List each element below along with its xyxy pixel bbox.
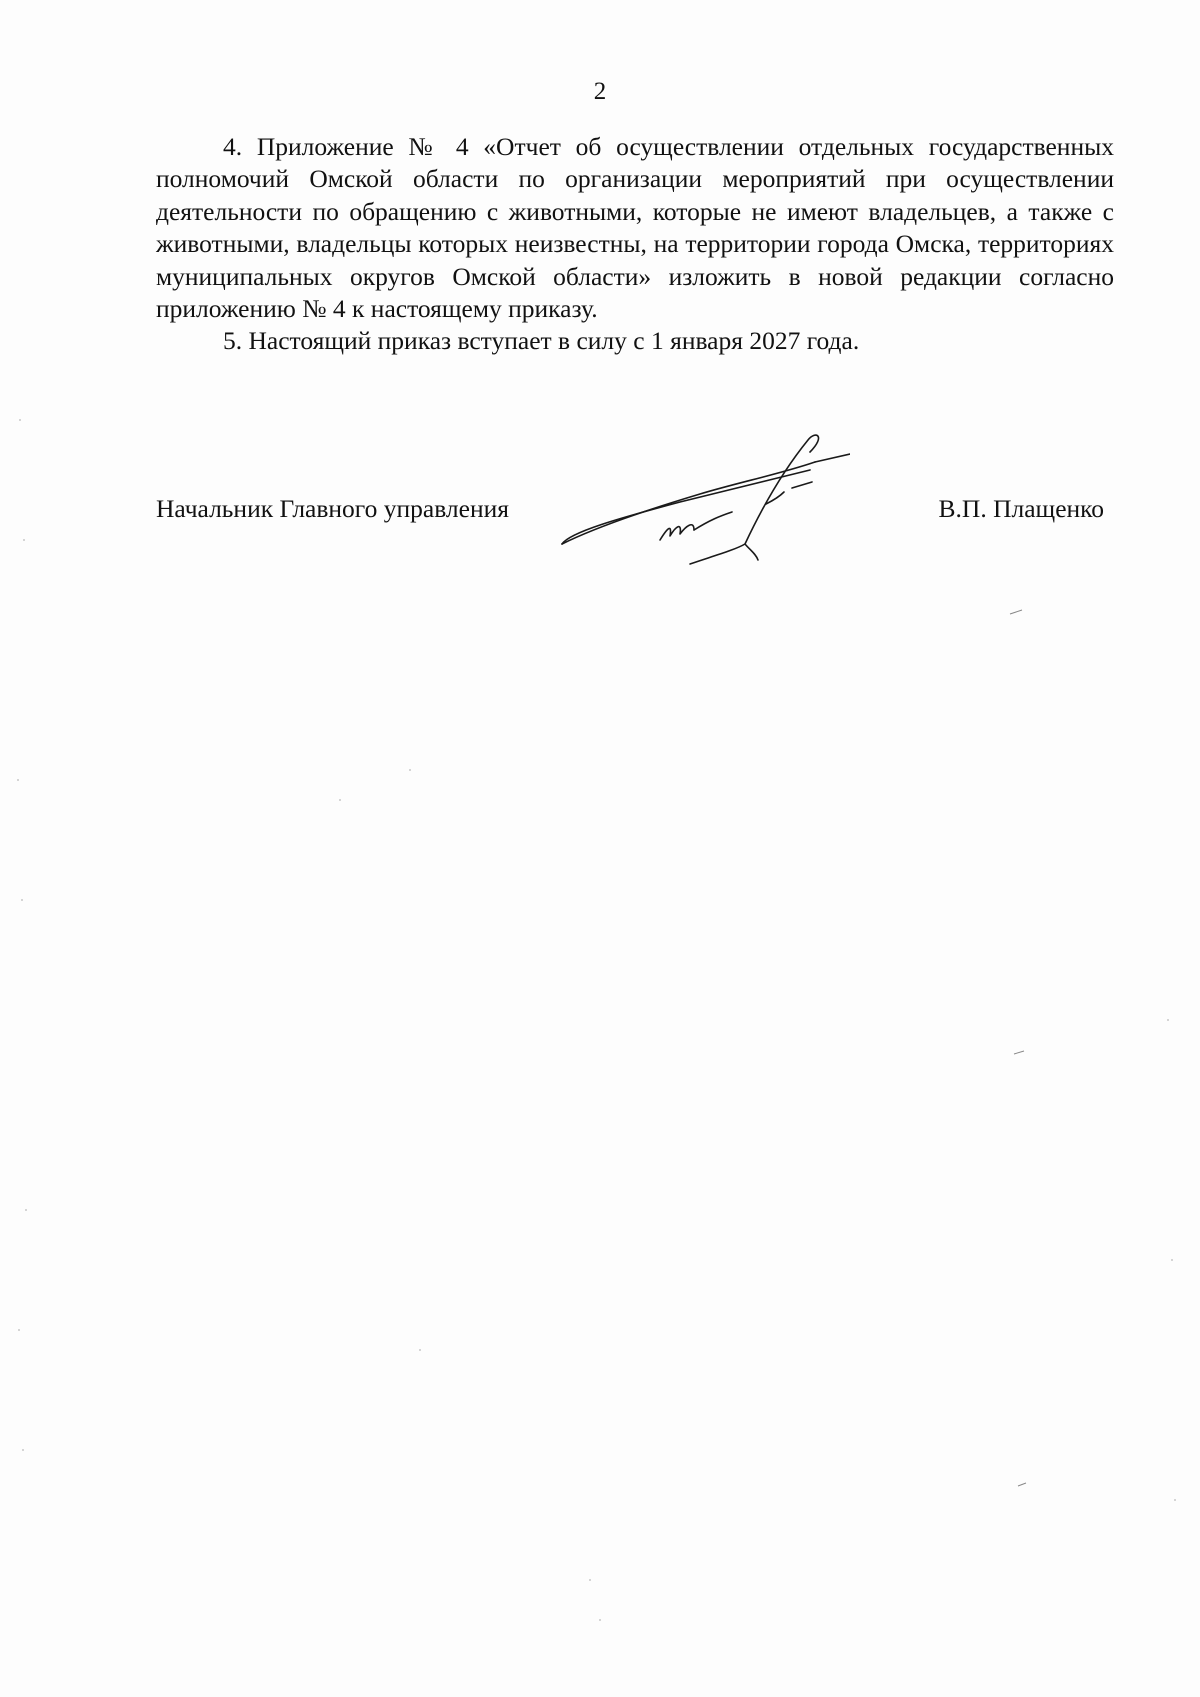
page-number: 2 (593, 78, 607, 105)
signer-name: В.П. Плащенко (938, 494, 1104, 523)
signer-position: Начальник Главного управления (156, 494, 509, 523)
document-body (156, 131, 1114, 358)
paragraph-item-5: 5. Настоящий приказ вступает в силу с 1 января 2027 года. (223, 326, 860, 356)
paragraph-item-4: 4. Приложение № 4 «Отчет об осуществлении отдельных государственных полномочий Омской области по организации мероприятий при осуществлении деятельности по обращению с животными, которые не имеют владельцев, а также с животными, владельцы которых неизвестны, на территории города Омска, территориях муниципальных округов Омской области» изложить в новой редакции согласно приложению № 4 к настоящему приказу. (156, 132, 1114, 324)
handwritten-signature (560, 432, 850, 567)
